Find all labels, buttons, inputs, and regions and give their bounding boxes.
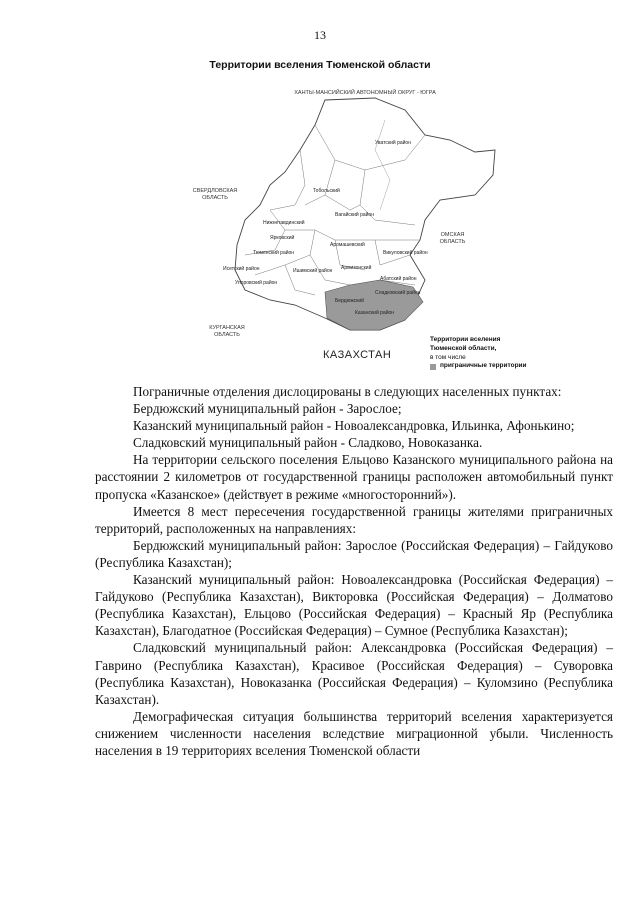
district-label: Вагайский район [335,212,374,218]
district-label: Бердюжский [335,298,364,304]
paragraph: Бердюжский муниципальный район: Зарослое (Российская Федерация) – Гайдуково (Республика Казахстан); [95,537,613,570]
paragraph: Казанский муниципальный район - Новоалександровка, Ильинка, Афонькино; [133,418,575,434]
district-label: Уватский район [375,140,411,146]
label-east: ОМСКАЯ ОБЛАСТЬ [439,232,466,246]
label-west: СВЕРДЛОВСКАЯ ОБЛАСТЬ [192,188,238,202]
district-label: Тюменский район [253,250,295,256]
label-kazakhstan: КАЗАХСТАН [323,349,392,361]
document-body [95,383,613,759]
legend-line: в том числе [430,353,466,361]
district-label: Аромашевский [330,242,365,248]
page-number: 13 [314,28,326,42]
legend-swatch [430,364,436,370]
district-label: Тобольский [313,188,340,194]
district-label: Викуловский район [383,250,428,256]
legend-item [430,362,560,371]
region-map [175,80,545,380]
paragraph: Казанский муниципальный район: Новоалександровка (Российская Федерация) – Гайдуково (Республика Казахстан), Викторовка (Российская Федерация) – Долматово (Республика Казахстан), Ельцово (Российская Федерация) – Красный Яр (Республика Казахстан), Благодатное (Российская Федерация) – Сумное (Республика Казахстан); [95,572,613,639]
legend-line: приграничные территории [440,362,527,370]
paragraph: Бердюжский муниципальный район - Зарослое; [133,401,402,417]
district-borders [245,125,425,295]
paragraph: Пограничные отделения дислоцированы в следующих населенных пунктах: [133,384,562,399]
district-label: Ярковский [270,235,295,241]
district-label: Ишимский район [293,268,333,274]
paragraph: Имеется 8 мест пересечения государственной границы жителями приграничных территорий, расположенных на направлениях: [95,503,613,536]
district-label: Армизонский [341,265,372,271]
district-label: Абатский район [380,276,417,282]
paragraph: На территории сельского поселения Ельцово Казанского муниципального района на расстоянии 2 километров от государственной границы расположен автомобильный пункт пропуска «Казанское» (действует в режиме «многосторонний»). [95,452,613,502]
district-label: Нижнетавдинский [263,220,305,226]
label-southwest: КУРГАНСКАЯ ОБЛАСТЬ [209,325,245,339]
legend-line: Тюменской области, [430,344,497,352]
district-label: Сладковский район [375,290,421,296]
district-label: Исетский район [223,266,260,272]
map-legend [430,336,560,371]
paragraph: Демографическая ситуация большинства территорий вселения характеризуется снижением численности населения вследствие миграционной убыли. Численность населения в 19 территориях вселения Тюменской области [95,708,613,758]
paragraph: Сладковский муниципальный район - Сладково, Новоказанка. [133,435,483,451]
map-title: Территории вселения Тюменской области [209,59,431,71]
district-label: Упоровский район [235,280,278,286]
border-territories [325,280,423,330]
paragraph: Сладковский муниципальный район: Александровка (Российская Федерация) – Гаврино (Республика Казахстан), Красивое (Российская Федерация) – Суворовка (Республика Казахстан), Новоказанка (Российская Федерация) – Куломзино (Республика Казахстан). [95,640,613,707]
legend-line: Территории вселения [430,336,501,343]
label-north: ХАНТЫ-МАНСИЙСКИЙ АВТОНОМНЫЙ ОКРУГ - ЮГРА [294,90,436,96]
district-label: Казанский район [355,310,395,316]
